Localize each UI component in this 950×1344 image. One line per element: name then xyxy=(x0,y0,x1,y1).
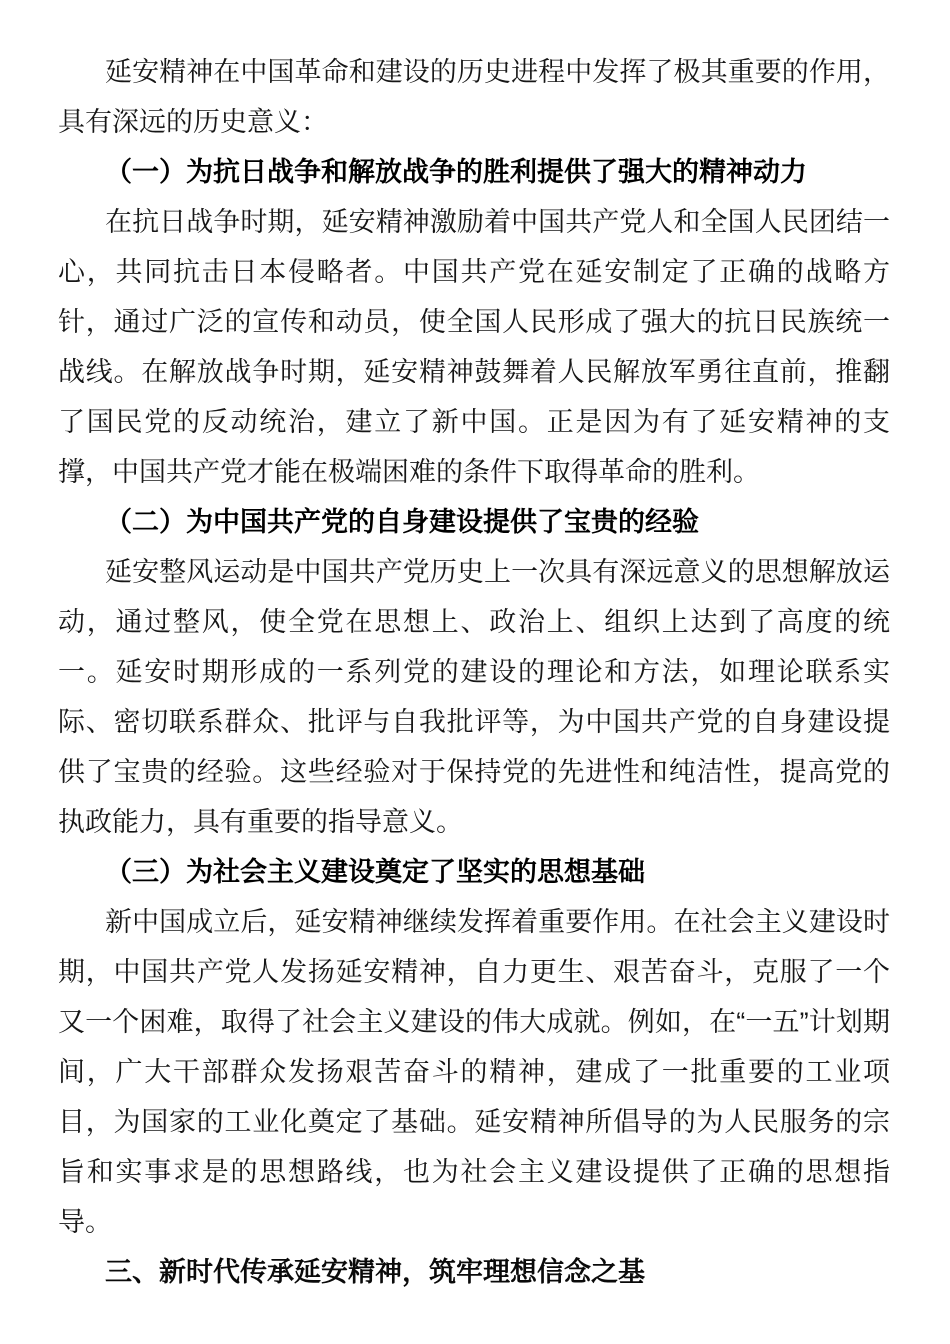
body-paragraph-2: 延安整风运动是中国共产党历史上一次具有深远意义的思想解放运动，通过整风，使全党在思想上、政治上、组织上达到了高度的统一。延安时期形成的一系列党的建设的理论和方法，如理论联系实际、密切联系群众、批评与自我批评等，为中国共产党的自身建设提供了宝贵的经验。这些经验对于保持党的先进性和纯洁性，提高党的执政能力，具有重要的指导意义。 xyxy=(58,557,890,837)
subheading-point-3: （三）为社会主义建设奠定了坚实的思想基础 xyxy=(105,857,645,887)
body-paragraph-3: 新中国成立后，延安精神继续发挥着重要作用。在社会主义建设时期，中国共产党人发扬延安精神，自力更生、艰苦奋斗，克服了一个又一个困难，取得了社会主义建设的伟大成就。例如，在“一五”计划期间，广大干部群众发扬艰苦奋斗的精神，建成了一批重要的工业项目，为国家的工业化奠定了基础。延安精神所倡导的为人民服务的宗旨和实事求是的思想路线，也为社会主义建设提供了正确的思想指导。 xyxy=(58,907,890,1237)
section-heading-3: 三、新时代传承延安精神，筑牢理想信念之基 xyxy=(105,1257,645,1287)
subheading-point-1: （一）为抗日战争和解放战争的胜利提供了强大的精神动力 xyxy=(105,157,807,187)
intro-paragraph: 延安精神在中国革命和建设的历史进程中发挥了极其重要的作用，具有深远的历史意义： xyxy=(58,57,890,137)
body-paragraph-1: 在抗日战争时期，延安精神激励着中国共产党人和全国人民团结一心，共同抗击日本侵略者。中国共产党在延安制定了正确的战略方针，通过广泛的宣传和动员，使全国人民形成了强大的抗日民族统一战线。在解放战争时期，延安精神鼓舞着人民解放军勇往直前，推翻了国民党的反动统治，建立了新中国。正是因为有了延安精神的支撑，中国共产党才能在极端困难的条件下取得革命的胜利。 xyxy=(58,207,890,487)
subheading-point-2: （二）为中国共产党的自身建设提供了宝贵的经验 xyxy=(105,507,699,537)
